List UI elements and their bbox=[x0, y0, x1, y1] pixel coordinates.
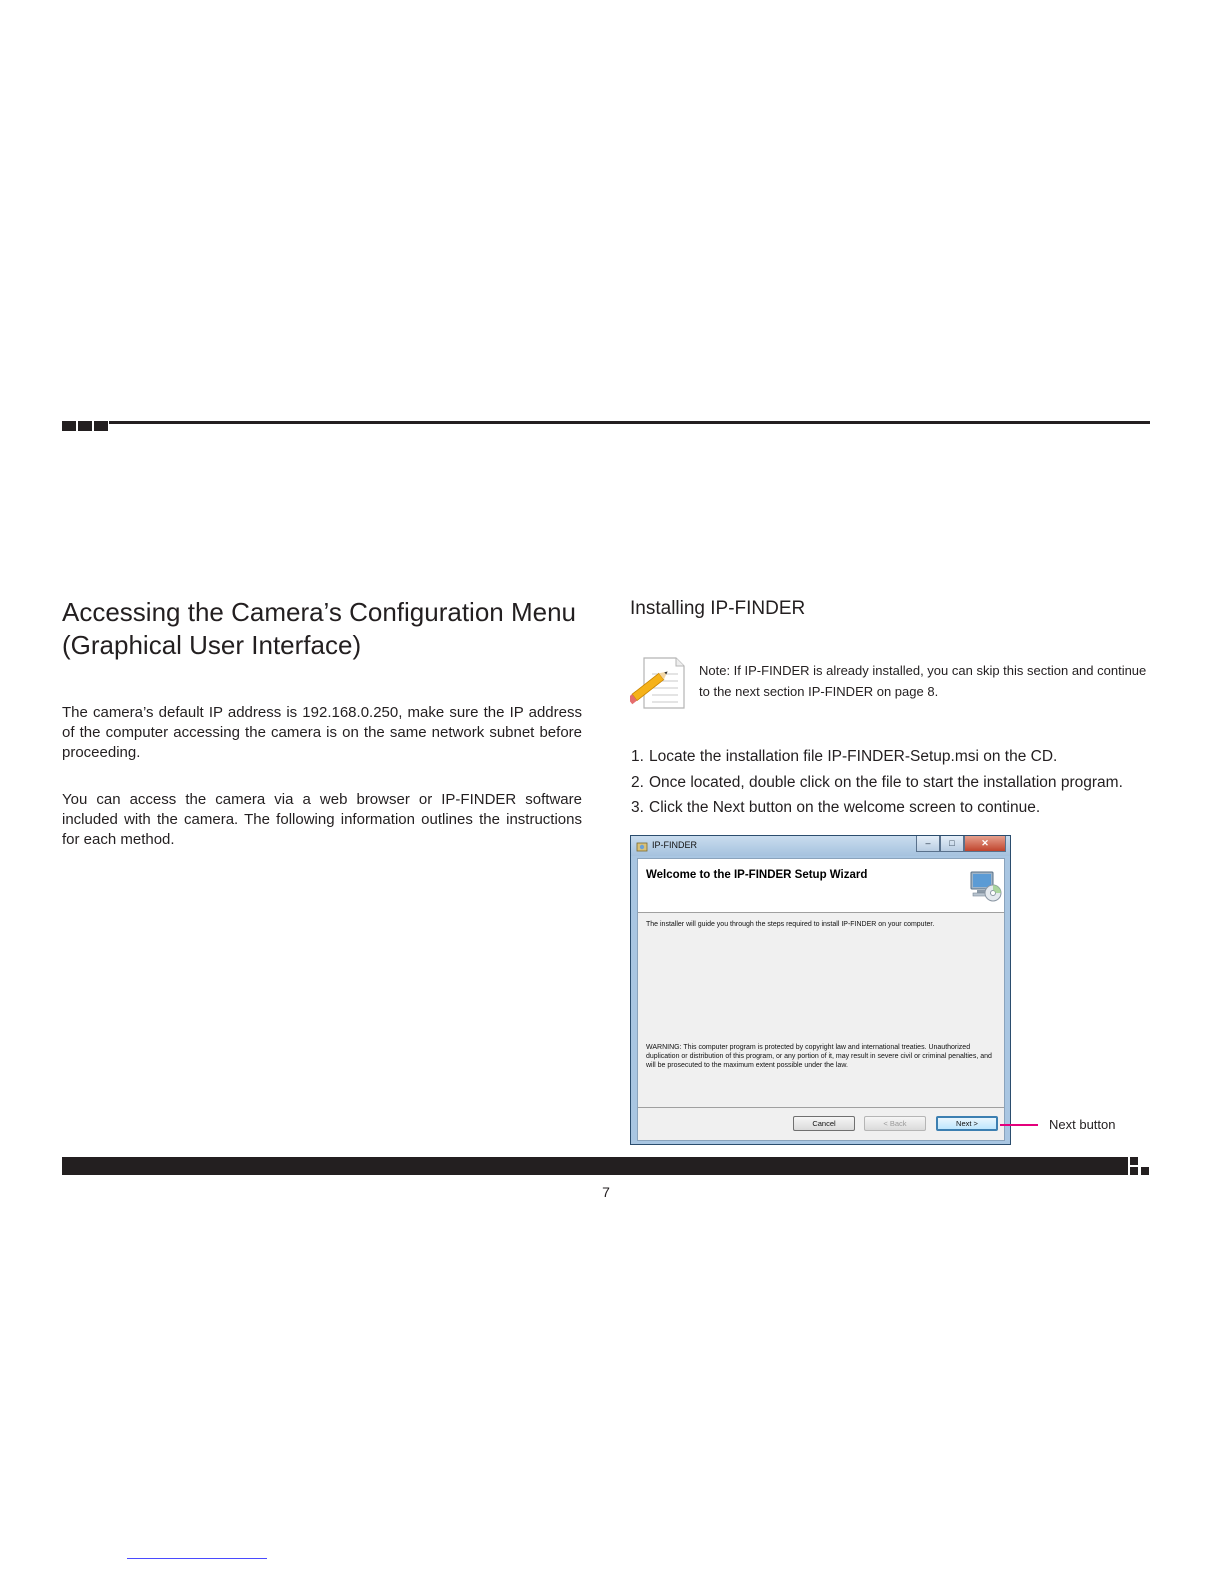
callout-line bbox=[1000, 1124, 1038, 1126]
page-number: 7 bbox=[602, 1184, 610, 1200]
next-button[interactable]: Next > bbox=[936, 1116, 998, 1131]
section-heading: Installing IP-FINDER bbox=[630, 598, 806, 619]
step-text: Click the Next button on the welcome screen to continue. bbox=[649, 799, 1041, 816]
step-number: 2. bbox=[631, 773, 644, 791]
list-item bbox=[631, 744, 1123, 770]
footer-square bbox=[1130, 1167, 1138, 1175]
intro-paragraph: The camera’s default IP address is 192.168.0.250, make sure the IP address of the computer accessing the camera is on the same network subnet before proceeding. bbox=[62, 704, 582, 761]
note-text: Note: If IP-FINDER is already installed, you can skip this section and continue to the next section IP-FINDER on page 8. bbox=[699, 663, 1147, 699]
wizard-banner-title: Welcome to the IP-FINDER Setup Wizard bbox=[646, 869, 868, 881]
callout-label: Next button bbox=[1049, 1117, 1116, 1132]
step-number: 1. bbox=[631, 748, 644, 765]
setup-wizard-window bbox=[630, 835, 1011, 1145]
access-methods-paragraph: You can access the camera via a web browser or IP-FINDER software included with the camera. The following information outlines the instructions for each method. bbox=[62, 791, 582, 848]
step-text: Once located, double click on the file to start the installation program. bbox=[649, 773, 1123, 791]
maximize-button[interactable]: □ bbox=[940, 836, 964, 852]
header-blocks bbox=[62, 421, 108, 431]
install-steps bbox=[631, 744, 1123, 821]
wizard-body bbox=[637, 858, 1005, 1141]
window-title: IP-FINDER bbox=[652, 840, 697, 850]
wizard-footer-divider bbox=[638, 1107, 1004, 1108]
wizard-intro-text: The installer will guide you through the steps required to install IP-FINDER on your computer. bbox=[646, 921, 935, 928]
list-item bbox=[631, 795, 1123, 821]
list-item bbox=[631, 770, 1123, 796]
cancel-button[interactable]: Cancel bbox=[793, 1116, 855, 1131]
back-button[interactable]: < Back bbox=[864, 1116, 926, 1131]
footer-square bbox=[1130, 1157, 1138, 1165]
header-rule bbox=[109, 421, 1150, 424]
installer-icon bbox=[636, 840, 648, 852]
step-number: 3. bbox=[631, 799, 644, 816]
main-heading: Accessing the Camera’s Configuration Menu (Graphical User Interface) bbox=[62, 597, 577, 660]
wizard-warning-text: WARNING: This computer program is protected by copyright law and international treaties. Unauthorized duplication or distribution of this program, or any portion of it, may result in severe civil or criminal penalties, and will be prosecuted to the maximum extent possible under the law. bbox=[646, 1044, 992, 1069]
wizard-banner bbox=[638, 859, 1004, 913]
notepad-pencil-icon bbox=[630, 652, 688, 712]
window-title-bar[interactable] bbox=[631, 836, 1010, 856]
link-underline bbox=[127, 1558, 267, 1559]
minimize-button[interactable]: – bbox=[916, 836, 940, 852]
footer-square bbox=[1141, 1167, 1149, 1175]
computer-cd-icon bbox=[968, 869, 1002, 903]
footer-bar bbox=[62, 1157, 1128, 1175]
step-text: Locate the installation file IP-FINDER-Setup.msi on the CD. bbox=[649, 748, 1058, 765]
close-button[interactable]: ✕ bbox=[964, 836, 1006, 852]
